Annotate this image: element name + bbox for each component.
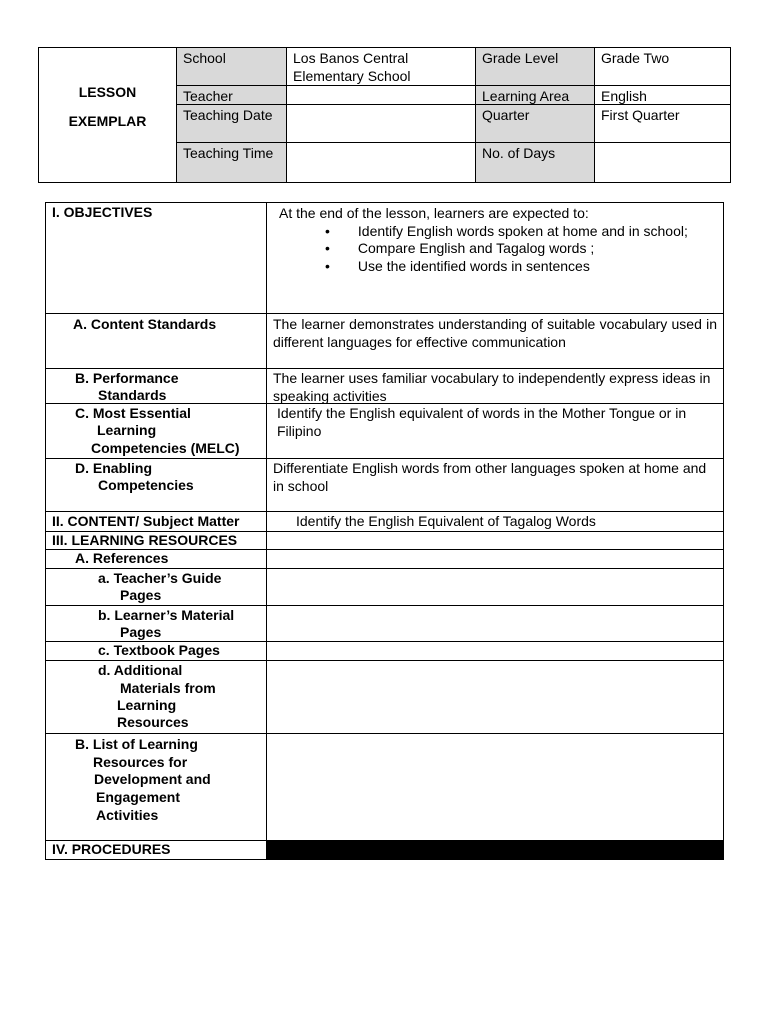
no-of-days-value xyxy=(595,143,730,182)
grade-level-label: Grade Level xyxy=(476,48,595,86)
references-label: A. References xyxy=(75,550,169,566)
procedures-row xyxy=(46,841,723,859)
school-value: Los Banos Central Elementary School xyxy=(287,48,476,86)
learners-material-row xyxy=(46,606,723,642)
bullet: • xyxy=(325,240,330,256)
content-standards-text: The learner demonstrates understanding of suitable vocabulary used in different languages for effective communication xyxy=(273,316,717,350)
list-label-2: Resources for xyxy=(93,754,188,770)
content-row xyxy=(46,512,723,532)
additional-label-4: Resources xyxy=(117,714,189,730)
quarter-value: First Quarter xyxy=(595,105,730,143)
teaching-date-label: Teaching Date xyxy=(177,105,287,143)
quarter-label: Quarter xyxy=(476,105,595,143)
learning-area-value: English xyxy=(595,86,730,105)
textbook-row xyxy=(46,642,723,661)
objective-item-2: • Compare English and Tagalog words ; xyxy=(273,240,717,258)
learning-resources-label: III. LEARNING RESOURCES xyxy=(52,532,238,548)
melc-row xyxy=(46,404,723,459)
objectives-label: I. OBJECTIVES xyxy=(52,204,153,220)
bullet: • xyxy=(325,222,330,239)
list-label-1: B. List of Learning xyxy=(75,736,198,752)
additional-label-2: Materials from xyxy=(120,680,216,696)
learning-area-label: Learning Area xyxy=(476,86,595,105)
school-label: School xyxy=(177,48,287,86)
content-standards-label: A. Content Standards xyxy=(73,316,217,332)
grade-level-value: Grade Two xyxy=(595,48,730,86)
title-line-2: EXEMPLAR xyxy=(68,113,147,129)
list-resources-row xyxy=(46,734,723,841)
performance-standards-label-2: Standards xyxy=(98,387,167,403)
enabling-text: Differentiate English words from other languages spoken at home and in school xyxy=(273,460,707,494)
bullet: • xyxy=(325,257,330,274)
teaching-date-value xyxy=(287,105,476,143)
melc-label-1: C. Most Essential xyxy=(75,405,191,421)
melc-text: Identify the English equivalent of words in the Mother Tongue or in Filipino xyxy=(277,405,687,439)
learners-material-label-1: b. Learner’s Material xyxy=(98,607,235,623)
list-label-4: Engagement xyxy=(96,789,181,805)
lesson-plan-table xyxy=(45,202,724,860)
textbook-label: c. Textbook Pages xyxy=(98,642,220,658)
no-of-days-label: No. of Days xyxy=(476,143,595,182)
title-line-1: LESSON xyxy=(78,84,137,100)
procedures-shaded-cell xyxy=(267,841,723,859)
content-label: II. CONTENT/ Subject Matter xyxy=(52,513,240,529)
teachers-guide-label-1: a. Teacher’s Guide xyxy=(98,570,222,586)
content-text: Identify the English Equivalent of Tagalog Words xyxy=(296,513,596,529)
teaching-time-value xyxy=(287,143,476,182)
teacher-label: Teacher xyxy=(177,86,287,105)
additional-label-3: Learning xyxy=(117,697,177,713)
content-standards-row xyxy=(46,314,723,369)
objective-item-3: • Use the identified words in sentences xyxy=(273,258,717,276)
teachers-guide-label-2: Pages xyxy=(120,587,162,603)
objectives-row xyxy=(46,203,723,314)
performance-standards-label-1: B. Performance xyxy=(75,370,179,386)
header-table xyxy=(38,47,731,183)
enabling-label-2: Competencies xyxy=(98,477,194,493)
performance-standards-row xyxy=(46,369,723,404)
objective-item-1: • Identify English words spoken at home and in school; xyxy=(325,222,688,239)
additional-materials-row xyxy=(46,661,723,734)
list-label-5: Activities xyxy=(96,807,159,823)
learning-resources-row xyxy=(46,532,723,550)
teachers-guide-row xyxy=(46,569,723,606)
references-row xyxy=(46,550,723,569)
teacher-value xyxy=(287,86,476,105)
teaching-time-label: Teaching Time xyxy=(177,143,287,182)
objectives-cell xyxy=(267,203,723,313)
melc-label-2: Learning xyxy=(97,422,157,438)
learners-material-label-2: Pages xyxy=(120,624,162,640)
objectives-intro: At the end of the lesson, learners are expected to: xyxy=(279,205,589,221)
list-label-3: Development and xyxy=(94,771,211,787)
enabling-row xyxy=(46,459,723,512)
additional-label-1: d. Additional xyxy=(98,662,183,678)
performance-standards-text: The learner uses familiar vocabulary to independently express ideas in speaking activities xyxy=(273,370,711,404)
enabling-label-1: D. Enabling xyxy=(75,460,152,476)
melc-label-3: Competencies (MELC) xyxy=(91,440,240,456)
procedures-label: IV. PROCEDURES xyxy=(52,841,171,857)
lesson-exemplar-title xyxy=(39,48,177,182)
